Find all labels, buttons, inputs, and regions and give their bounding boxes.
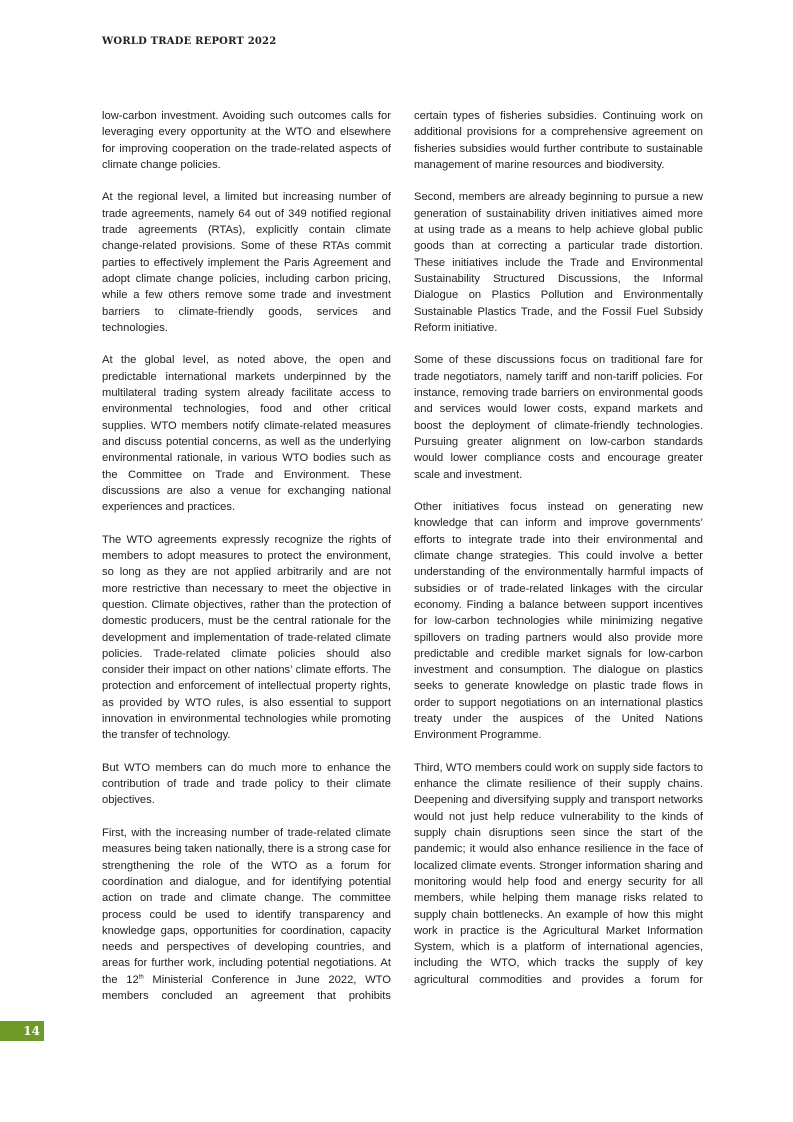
paragraph: certain types of fisheries subsidies. Continuing work on additional provisions for a comprehensive agreement on fisheries subsidies would further contribute to sustainable management of marine resources and biodiversity. [414,110,703,171]
text-run: Ministerial Conference in June 2022, WTO members concluded an agreement that prohibits [102,973,391,1003]
text-run: First, with the increasing number of trade-related climate measures being taken nationally, there is a strong case for strengthening the role of the WTO as a forum for coordination and dialogue, and for identifying potential action on trade and climate change. The committee process could be used to identify transparency and knowledge gaps, opportunities for coordination, capacity needs and perspectives of developing countries, and areas for further work, including potential negotiations. At the 12 [102,827,391,986]
paragraph: The WTO agreements expressly recognize the rights of members to adopt measures to protect the environment, so long as they are not applied arbitrarily and are not more restrictive than necessary to meet the objective in question. Climate objectives, rather than the protection of domestic producers, must be the central rationale for the development and implementation of trade-related climate policies. Trade-related climate policies should also consider their impact on other nations’ climate efforts. The protection and enforcement of intellectual property rights, as provided by WTO rules, is also essential to support innovation in environmental technologies while promoting the transfer of technology. [102,533,391,742]
superscript: th [138,974,144,980]
paragraph: Third, WTO members could work on supply side factors to enhance the climate resilience of their supply chains. Deepening and diversifying supply and transport networks would not just help reduce vulnerability to the kinds of supply chain disruptions seen since the start of the pandemic; it would also enhance resilience in the face of localized climate events. Stronger information sharing and monitoring would help food and energy security for all members, while helping them manage risks related to supply chain bottlenecks. An example of how this might work in practice is the Agricultural Market Information System, which is a platform of international agencies, including the WTO, which tracks the supply of key agricultural commodities and provides a forum for [414,761,703,986]
left-column [102,108,391,1021]
paragraph: At the global level, as noted above, the open and predictable international markets underpinned by the multilateral trading system already facilitate access to environmental technologies, food and other critical supplies. WTO members notify climate-related measures and discuss potential concerns, as well as the underlying environmental rationale, in various WTO bodies such as the Committee on Trade and Environment. These discussions are also a venue for exchanging national experiences and practices. [102,354,391,514]
running-header: WORLD TRADE REPORT 2022 [102,36,277,47]
paragraph: low-carbon investment. Avoiding such outcomes calls for leveraging every opportunity at the WTO and elsewhere for improving cooperation on the trade-related aspects of climate change policies. [102,110,391,171]
paragraph: Some of these discussions focus on traditional fare for trade negotiators, namely tariff and non-tariff policies. For instance, removing trade barriers on environmental goods and services would lower costs, expand markets and boost the deployment of climate-friendly technologies. Pursuing greater alignment on low-carbon standards would lower compliance costs and encourage greater scale and investment. [414,354,703,481]
paragraph: At the regional level, a limited but increasing number of trade agreements, namely 64 out of 349 notified regional trade agreements (RTAs), explicitly contain climate change-related provisions. Some of these RTAs commit parties to effectively implement the Paris Agreement and adopt climate change policies, including carbon pricing, while a few others remove some trade and investment barriers to climate-friendly goods, services and technologies. [102,191,391,334]
paragraph: Second, members are already beginning to pursue a new generation of sustainability driven initiatives aimed more at using trade as a means to help achieve global public goods than at correcting a particular trade distortion. These initiatives include the Trade and Environmental Sustainability Structured Discussions, the Informal Dialogue on Plastics Pollution and Environmentally Sustainable Plastics Trade, and the Fossil Fuel Subsidy Reform initiative. [414,191,703,334]
paragraph: But WTO members can do much more to enhance the contribution of trade and trade policy to their climate objectives. [102,761,391,807]
page-number: 14 [0,1021,44,1041]
paragraph: Other initiatives focus instead on generating new knowledge that can inform and improve governments’ efforts to integrate trade into their environmental and climate change strategies. This could involve a better understanding of the environmentally harmful impacts of subsidies or of trade-related linkages with the circular economy. Finding a balance between support incentives for low-carbon technologies while minimizing negative spillovers on trading partners would also provide more predictable and credible market signals for low-carbon investment and consumption. The dialogue on plastics seeks to generate knowledge on plastic trade flows in order to support negotiations on an international plastics treaty under the auspices of the United Nations Environment Programme. [414,501,703,742]
right-column [414,108,703,1004]
paragraph [102,825,391,1004]
